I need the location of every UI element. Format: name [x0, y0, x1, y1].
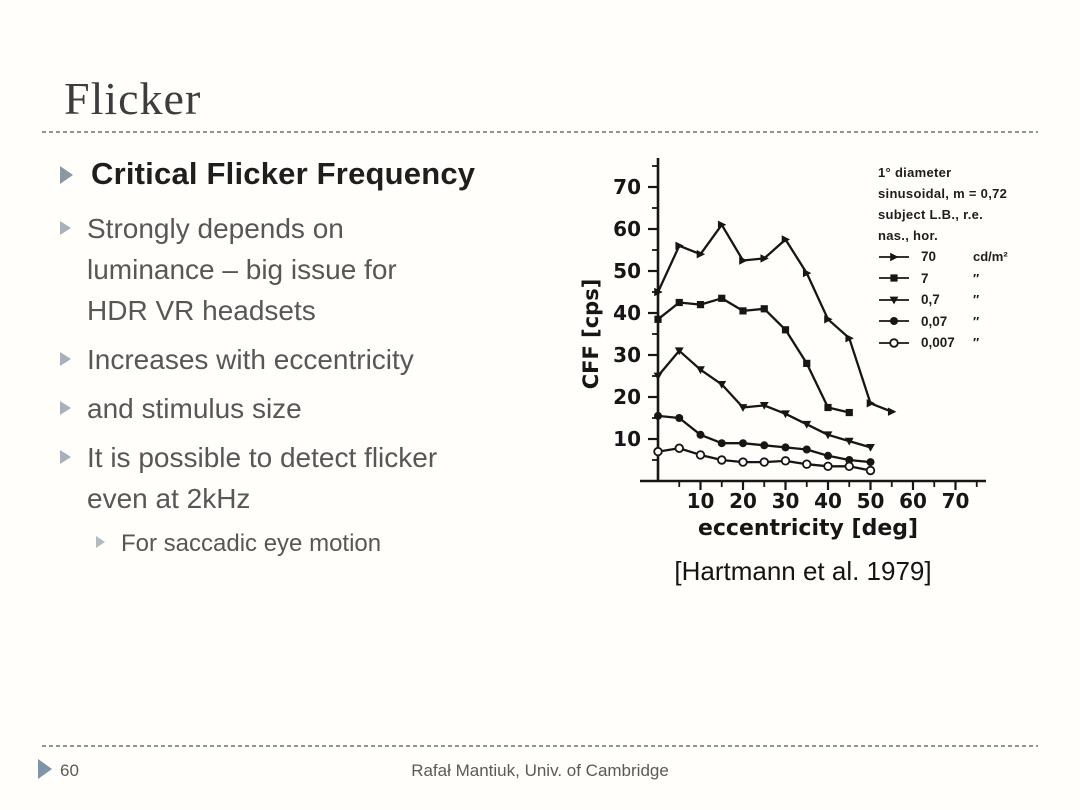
svg-text:30: 30 — [613, 343, 641, 367]
legend-header-line: 1° diameter — [878, 165, 952, 180]
figure-citation: [Hartmann et al. 1979] — [674, 556, 932, 586]
hartmann-figure — [578, 146, 1078, 616]
legend-unit: ″ — [973, 335, 980, 351]
svg-text:60: 60 — [613, 217, 641, 241]
legend-marker-icon — [878, 315, 912, 327]
list-item — [60, 339, 600, 380]
footer-credit: Rafał Mantiuk, Univ. of Cambridge — [411, 761, 669, 780]
footer-separator — [42, 745, 1038, 747]
svg-text:10: 10 — [613, 427, 641, 451]
bullet-arrow-icon — [60, 450, 71, 464]
svg-text:10: 10 — [686, 489, 715, 513]
svg-text:eccentricity [deg]: eccentricity [deg] — [697, 516, 919, 541]
legend-marker-icon — [878, 294, 912, 306]
bullet-arrow-icon — [60, 166, 73, 184]
chart-legend — [878, 162, 1078, 354]
title-separator — [42, 131, 1038, 133]
legend-unit: ″ — [973, 313, 980, 329]
legend-entry — [878, 332, 1078, 354]
svg-text:30: 30 — [771, 489, 800, 513]
section-heading: Critical Flicker Frequency — [91, 156, 476, 191]
list-item — [96, 527, 600, 560]
list-item-text: Strongly depends on luminance – big issue for HDR VR headsets — [87, 213, 397, 326]
legend-header-line: sinusoidal, m = 0,72 — [878, 186, 1008, 201]
bullet-arrow-icon — [60, 401, 71, 415]
legend-entry — [878, 289, 1078, 311]
svg-text:70: 70 — [613, 175, 641, 199]
svg-text:60: 60 — [899, 489, 927, 513]
legend-entry — [878, 246, 1078, 268]
legend-unit: ″ — [973, 270, 980, 286]
legend-value: 0,007 — [921, 335, 955, 351]
svg-text:CFF [cps]: CFF [cps] — [579, 278, 603, 390]
list-item — [60, 437, 600, 519]
legend-marker-icon — [878, 337, 912, 349]
bullet-arrow-icon — [60, 352, 71, 366]
svg-text:20: 20 — [729, 489, 757, 513]
svg-text:50: 50 — [856, 489, 885, 513]
list-item-text: It is possible to detect flicker even at 2kHz — [87, 442, 438, 514]
heading-row — [60, 156, 600, 192]
legend-unit: cd/m² — [973, 249, 1008, 265]
legend-value: 70 — [921, 249, 937, 265]
legend-unit: ″ — [973, 292, 980, 308]
bullet-arrow-icon — [96, 536, 105, 548]
svg-text:50: 50 — [613, 259, 641, 283]
page-title: Flicker — [64, 73, 202, 124]
legend-entry — [878, 268, 1078, 290]
list-item-text: Increases with eccentricity — [87, 344, 414, 375]
legend-marker-icon — [878, 272, 912, 284]
legend-entry — [878, 311, 1078, 333]
svg-text:70: 70 — [941, 489, 970, 513]
list-item-text: For saccadic eye motion — [121, 530, 382, 557]
svg-text:40: 40 — [814, 489, 842, 513]
list-item — [60, 388, 600, 429]
legend-value: 7 — [921, 270, 929, 286]
slide-number: 60 — [60, 761, 79, 780]
legend-value: 0,7 — [921, 292, 940, 308]
legend-marker-icon — [878, 251, 912, 263]
list-item — [60, 208, 600, 331]
svg-text:40: 40 — [613, 301, 641, 325]
bullet-arrow-icon — [60, 221, 71, 235]
legend-header-line: subject L.B., r.e. — [878, 207, 984, 222]
bullet-content — [60, 156, 600, 568]
legend-value: 0,07 — [921, 313, 948, 329]
legend-header-line: nas., hor. — [878, 228, 939, 243]
list-item-text: and stimulus size — [87, 393, 302, 424]
svg-text:20: 20 — [613, 385, 641, 409]
